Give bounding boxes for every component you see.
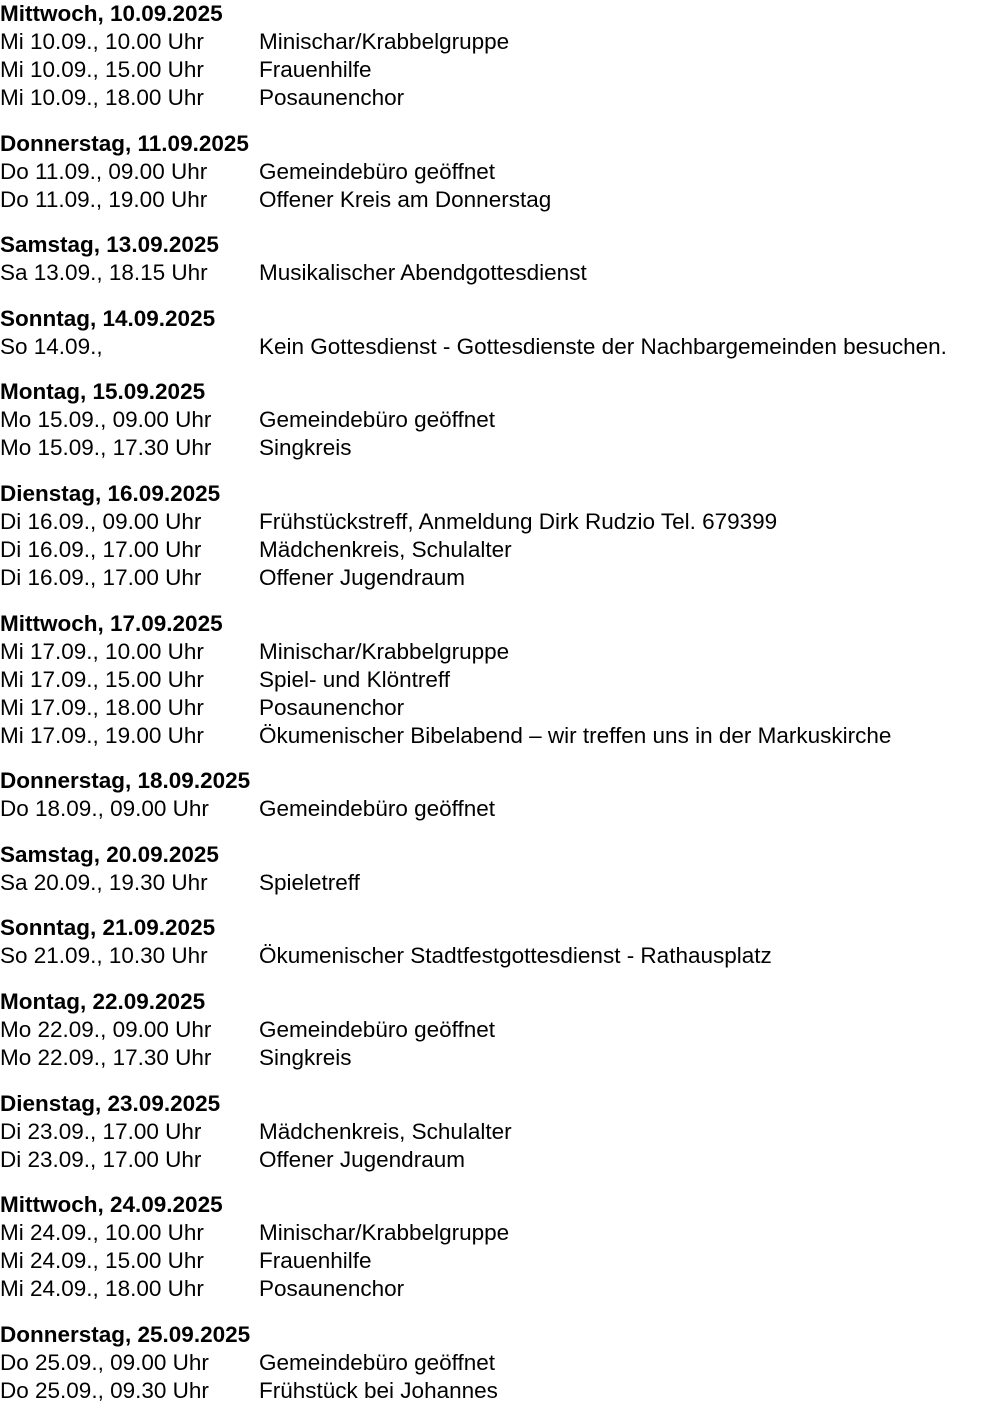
event-time: Mi 24.09., 10.00 Uhr: [0, 1220, 204, 1246]
day-section: [0, 480, 1000, 592]
day-heading: Sonntag, 14.09.2025: [0, 305, 216, 331]
event-time: Sa 13.09., 18.15 Uhr: [0, 260, 208, 286]
event-time: Do 25.09., 09.30 Uhr: [0, 1377, 209, 1403]
event-title: Offener Jugendraum: [259, 1146, 465, 1172]
event-time: So 14.09.,: [0, 333, 103, 359]
day-heading: Dienstag, 16.09.2025: [0, 480, 221, 506]
event-title: Minischar/Krabbelgruppe: [259, 638, 510, 664]
event-title: Mädchenkreis, Schulalter: [259, 1118, 512, 1144]
event-row: [0, 434, 1000, 462]
event-row: [0, 1044, 1000, 1072]
event-time: Di 23.09., 17.00 Uhr: [0, 1146, 202, 1172]
event-title: Mädchenkreis, Schulalter: [259, 536, 512, 562]
event-row: [0, 694, 1000, 722]
event-title: Offener Jugendraum: [259, 564, 465, 590]
event-time: Di 16.09., 17.00 Uhr: [0, 564, 202, 590]
event-time: Mo 15.09., 17.30 Uhr: [0, 435, 212, 461]
event-time: Mi 10.09., 18.00 Uhr: [0, 85, 204, 110]
day-heading: Montag, 22.09.2025: [0, 988, 206, 1014]
event-time: Di 23.09., 17.00 Uhr: [0, 1118, 202, 1144]
day-heading: Samstag, 20.09.2025: [0, 841, 219, 867]
event-title: Offener Kreis am Donnerstag: [259, 186, 552, 212]
event-row: [0, 722, 1000, 750]
day-heading: Donnerstag, 18.09.2025: [0, 768, 251, 794]
day-heading: Samstag, 13.09.2025: [0, 232, 219, 258]
event-time: Mi 17.09., 19.00 Uhr: [0, 722, 204, 748]
event-time: Mo 22.09., 17.30 Uhr: [0, 1044, 212, 1070]
event-time: Mi 24.09., 18.00 Uhr: [0, 1276, 204, 1302]
event-time: Mi 24.09., 15.00 Uhr: [0, 1248, 204, 1274]
event-row: [0, 869, 1000, 897]
event-row: [0, 406, 1000, 434]
day-heading: Mittwoch, 10.09.2025: [0, 1, 223, 26]
day-heading: Mittwoch, 24.09.2025: [0, 1192, 223, 1218]
event-time: Mo 22.09., 09.00 Uhr: [0, 1016, 212, 1042]
event-row: [0, 1275, 1000, 1303]
day-section: [0, 0, 1000, 112]
event-row: [0, 638, 1000, 666]
event-title: Minischar/Krabbelgruppe: [259, 1220, 510, 1246]
event-title: Posaunenchor: [259, 1276, 405, 1302]
event-row: [0, 1349, 1000, 1377]
event-title: Gemeindebüro geöffnet: [259, 158, 496, 184]
event-time: Di 16.09., 17.00 Uhr: [0, 536, 202, 562]
event-row: [0, 186, 1000, 214]
event-title: Ökumenischer Bibelabend – wir treffen uns in der Markuskirche: [259, 722, 892, 748]
day-section: [0, 1321, 1000, 1405]
day-section: [0, 130, 1000, 214]
day-section: [0, 305, 1000, 361]
event-title: Gemeindebüro geöffnet: [259, 407, 496, 433]
event-title: Minischar/Krabbelgruppe: [259, 29, 510, 54]
event-row: [0, 1377, 1000, 1405]
event-title: Frühstück bei Johannes: [259, 1377, 498, 1403]
event-row: [0, 158, 1000, 186]
event-row: [0, 259, 1000, 287]
event-title: Posaunenchor: [259, 85, 405, 110]
event-row: [0, 1247, 1000, 1275]
event-time: Mi 17.09., 10.00 Uhr: [0, 638, 204, 664]
day-heading: Dienstag, 23.09.2025: [0, 1090, 221, 1116]
day-heading: Donnerstag, 25.09.2025: [0, 1321, 251, 1347]
event-title: Frauenhilfe: [259, 57, 372, 82]
event-time: Do 11.09., 09.00 Uhr: [0, 158, 208, 184]
day-section: [0, 841, 1000, 897]
event-time: Do 18.09., 09.00 Uhr: [0, 796, 209, 822]
event-title: Musikalischer Abendgottesdienst: [259, 260, 587, 286]
event-row: [0, 564, 1000, 592]
event-title: Gemeindebüro geöffnet: [259, 1349, 496, 1375]
event-row: [0, 666, 1000, 694]
event-row: [0, 84, 1000, 112]
day-heading: Mittwoch, 17.09.2025: [0, 610, 223, 636]
event-time: Do 25.09., 09.00 Uhr: [0, 1349, 209, 1375]
day-heading: Donnerstag, 11.09.2025: [0, 130, 249, 156]
day-section: [0, 378, 1000, 462]
event-row: [0, 1146, 1000, 1174]
day-section: [0, 231, 1000, 287]
event-title: Spiel- und Klöntreff: [259, 666, 450, 692]
event-row: [0, 1118, 1000, 1146]
event-title: Singkreis: [259, 435, 352, 461]
event-row: [0, 795, 1000, 823]
event-time: Mi 10.09., 15.00 Uhr: [0, 57, 204, 82]
event-time: So 21.09., 10.30 Uhr: [0, 943, 208, 969]
event-time: Di 16.09., 09.00 Uhr: [0, 508, 202, 534]
event-title: Ökumenischer Stadtfestgottesdienst - Rathausplatz: [259, 943, 772, 969]
event-time: Mi 17.09., 15.00 Uhr: [0, 666, 204, 692]
event-row: [0, 333, 1000, 361]
event-time: Mo 15.09., 09.00 Uhr: [0, 407, 212, 433]
day-section: [0, 610, 1000, 750]
event-title: Gemeindebüro geöffnet: [259, 796, 496, 822]
event-row: [0, 28, 1000, 56]
event-row: [0, 1219, 1000, 1247]
event-time: Mi 10.09., 10.00 Uhr: [0, 29, 204, 54]
event-title: Frühstückstreff, Anmeldung Dirk Rudzio Tel. 679399: [259, 508, 778, 534]
event-title: Singkreis: [259, 1044, 352, 1070]
event-row: [0, 942, 1000, 970]
event-title: Spieletreff: [259, 869, 360, 895]
day-heading: Sonntag, 21.09.2025: [0, 915, 216, 941]
day-section: [0, 767, 1000, 823]
day-section: [0, 914, 1000, 970]
event-row: [0, 56, 1000, 84]
event-title: Kein Gottesdienst - Gottesdienste der Nachbargemeinden besuchen.: [259, 333, 947, 359]
event-title: Posaunenchor: [259, 694, 405, 720]
event-time: Mi 17.09., 18.00 Uhr: [0, 694, 204, 720]
event-time: Sa 20.09., 19.30 Uhr: [0, 869, 208, 895]
event-title: Gemeindebüro geöffnet: [259, 1016, 496, 1042]
day-section: [0, 1191, 1000, 1303]
event-title: Frauenhilfe: [259, 1248, 372, 1274]
day-heading: Montag, 15.09.2025: [0, 379, 206, 405]
event-row: [0, 508, 1000, 536]
day-section: [0, 988, 1000, 1072]
event-row: [0, 536, 1000, 564]
day-section: [0, 1090, 1000, 1174]
event-row: [0, 1016, 1000, 1044]
event-time: Do 11.09., 19.00 Uhr: [0, 186, 208, 212]
